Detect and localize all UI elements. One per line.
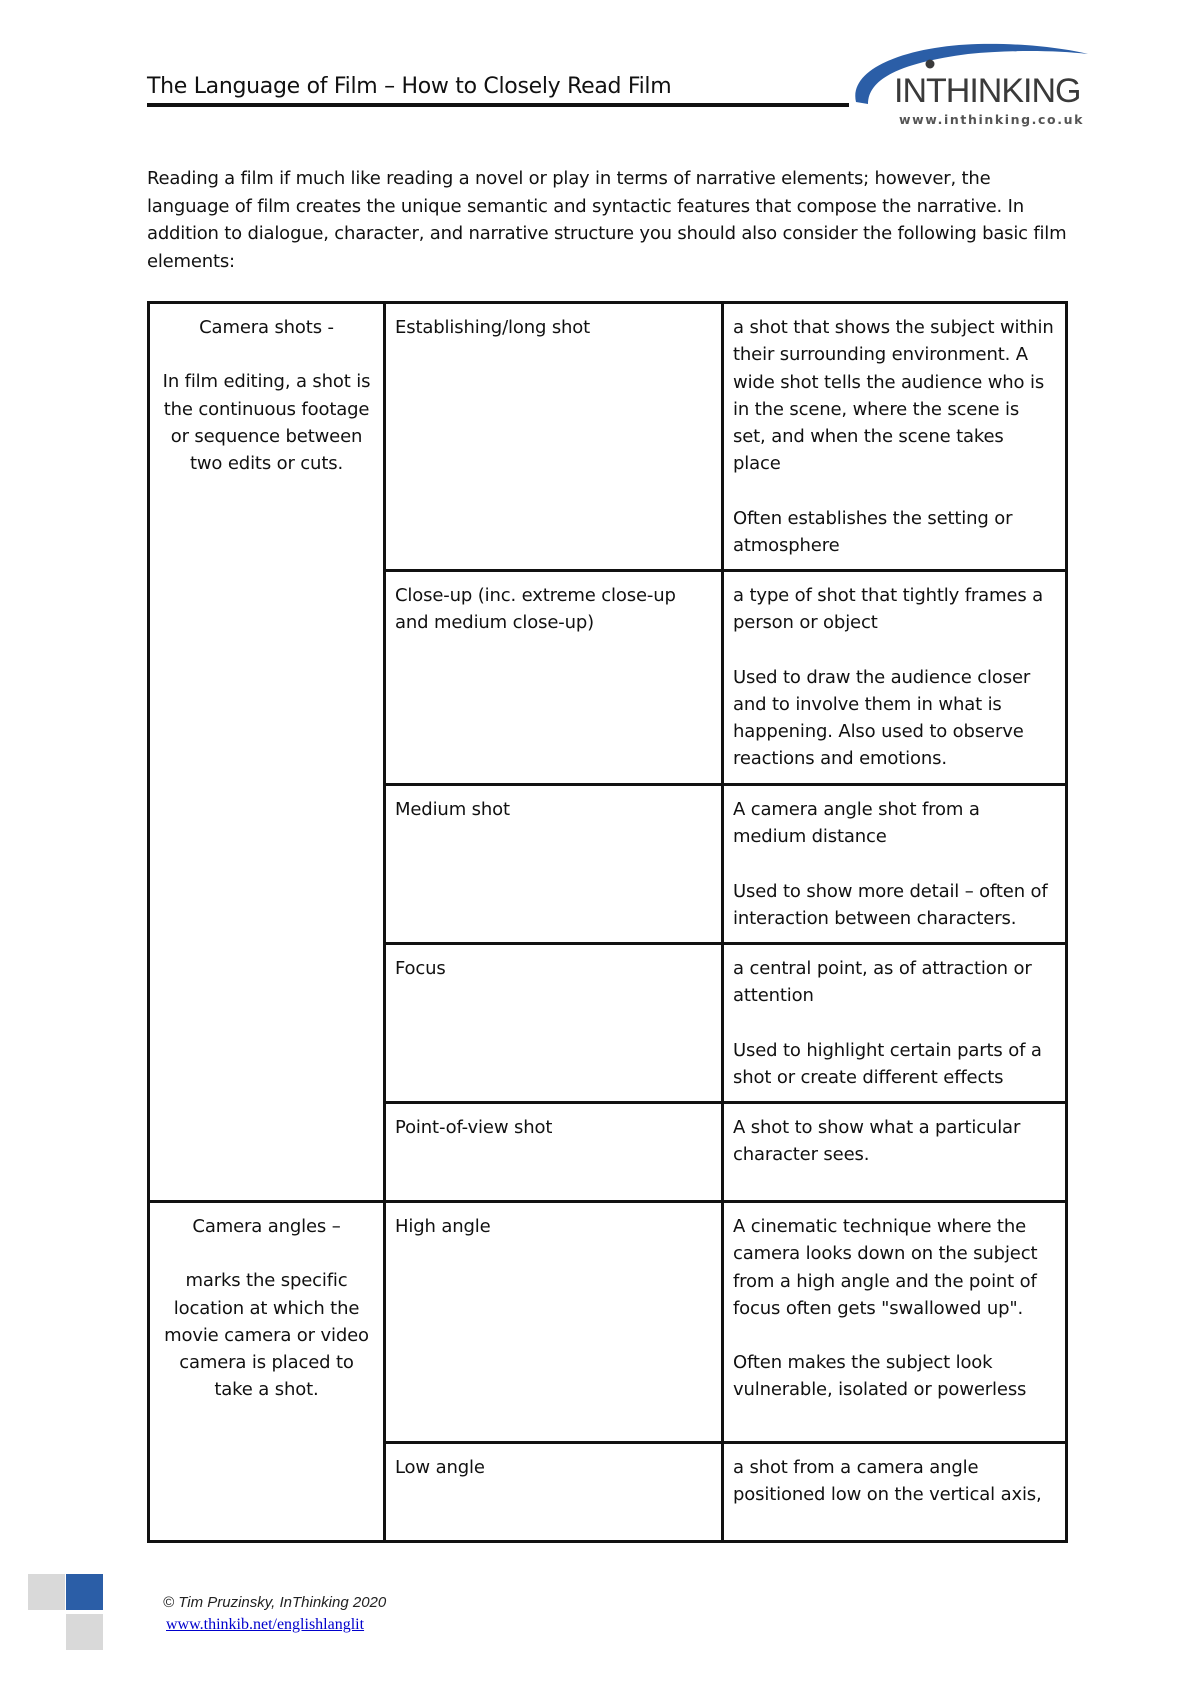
film-elements-table bbox=[147, 301, 1068, 1543]
footer-square-grey bbox=[66, 1614, 103, 1650]
definition-note: Used to highlight certain parts of a shot or create different effects bbox=[733, 1039, 1042, 1088]
term-cell: Establishing/long shot bbox=[385, 303, 723, 571]
definition-text: A shot to show what a particular character sees. bbox=[733, 1117, 1021, 1166]
category-cell bbox=[149, 303, 385, 1202]
definition-text: A camera angle shot from a medium distance bbox=[733, 799, 980, 848]
table-row bbox=[149, 1202, 1067, 1443]
term-cell: Focus bbox=[385, 944, 723, 1103]
logo-figure-icon bbox=[926, 60, 935, 69]
category-title: Camera angles – bbox=[192, 1216, 341, 1237]
definition-note: Often establishes the setting or atmosphere bbox=[733, 507, 1013, 557]
definition-cell bbox=[723, 571, 1067, 785]
copyright-text: © Tim Pruzinsky, InThinking 2020 bbox=[163, 1594, 387, 1611]
term-cell: Low angle bbox=[385, 1443, 723, 1542]
definition-cell bbox=[723, 785, 1067, 944]
inthinking-logo bbox=[848, 38, 1088, 138]
definition-cell bbox=[723, 1443, 1067, 1542]
footer-square-grey bbox=[28, 1574, 65, 1610]
definition-cell bbox=[723, 944, 1067, 1103]
category-description: marks the specific location at which the movie camera or video camera is placed to take a shot. bbox=[164, 1270, 369, 1401]
term-cell: Close-up (inc. extreme close-up and medium close-up) bbox=[385, 571, 723, 785]
logo-url: www.inthinking.co.uk bbox=[899, 112, 1084, 127]
term-cell: Point-of-view shot bbox=[385, 1103, 723, 1202]
category-cell bbox=[149, 1202, 385, 1542]
intro-paragraph: Reading a film if much like reading a novel or play in terms of narrative elements; however, the language of film creates the unique semantic and syntactic features that compose the narrative. In addition to dialogue, character, and narrative structure you should also consider the following basic film elements: bbox=[147, 168, 1067, 272]
definition-note: Often makes the subject look vulnerable, isolated or powerless bbox=[733, 1352, 1027, 1401]
page-title: The Language of Film – How to Closely Read Film bbox=[147, 74, 672, 99]
footer-link[interactable]: www.thinkib.net/englishlanglit bbox=[166, 1616, 365, 1633]
footer-square-blue bbox=[66, 1574, 103, 1610]
definition-cell bbox=[723, 1202, 1067, 1443]
definition-text: A cinematic technique where the camera looks down on the subject from a high angle and the point of focus often gets "swallowed up". bbox=[733, 1216, 1038, 1319]
definition-text: a type of shot that tightly frames a person or object bbox=[733, 585, 1044, 634]
term-cell: Medium shot bbox=[385, 785, 723, 944]
header-rule bbox=[147, 103, 849, 107]
definition-text: a shot from a camera angle positioned low on the vertical axis, bbox=[733, 1457, 1042, 1506]
definition-text: a shot that shows the subject within their surrounding environment. A wide shot tells the audience who is in the scene, where the scene is set, and when the scene takes place bbox=[733, 317, 1054, 475]
logo-wordmark: INTHINKING bbox=[894, 72, 1081, 110]
category-description: In film editing, a shot is the continuous footage or sequence between two edits or cuts. bbox=[162, 371, 371, 475]
term-cell: High angle bbox=[385, 1202, 723, 1443]
definition-note: Used to show more detail – often of interaction between characters. bbox=[733, 880, 1048, 929]
definition-cell bbox=[723, 1103, 1067, 1202]
category-title: Camera shots - bbox=[199, 317, 334, 338]
definition-text: a central point, as of attraction or attention bbox=[733, 958, 1032, 1007]
definition-cell bbox=[723, 303, 1067, 571]
table-row bbox=[149, 303, 1067, 571]
definition-note: Used to draw the audience closer and to involve them in what is happening. Also used to observe reactions and emotions. bbox=[733, 666, 1031, 770]
